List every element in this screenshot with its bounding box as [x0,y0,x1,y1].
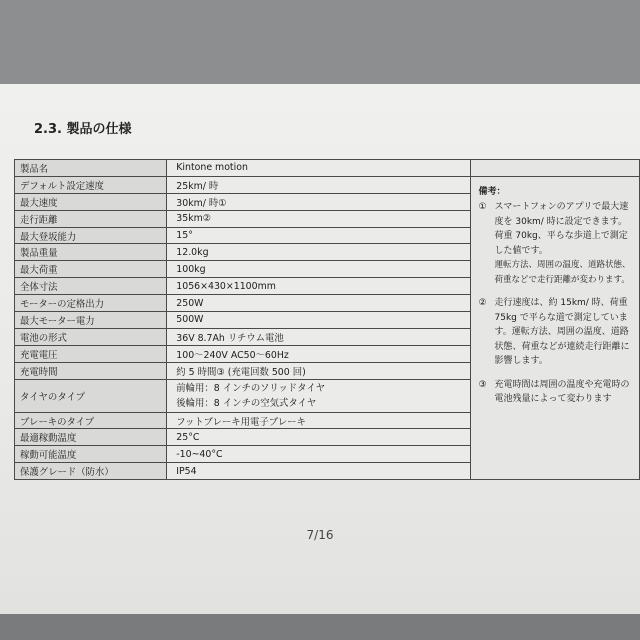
note-text-block [495,296,634,369]
spec-value-line: 前輪用：8 インチのソリッドタイヤ [176,382,326,394]
spec-label: 全体寸法 [15,278,167,295]
spec-label: 走行距離 [15,210,167,227]
note-text: 充電時間は周囲の温度や充電時の電池残量によって変わります [494,379,630,405]
spec-label: 製品重量 [15,244,167,261]
spec-table [14,159,640,480]
spec-row [15,176,640,193]
spec-label: 最大モーター電力 [15,312,167,329]
spec-value: フットブレーキ用電子ブレーキ [167,412,470,429]
spec-value: 35km② [167,210,470,227]
note-text: 走行速度は、約 15km/ 時、荷重 75kg で平らな道で測定しています。運転方法、周囲の温度、道路状態、荷重などが連続走行距離に影響します。 [494,298,630,367]
spec-label: デフォルト設定速度 [15,176,167,193]
spec-value: 36V 8.7Ah リチウム電池 [167,328,470,345]
note-number: ① [478,202,487,213]
spec-value: 25km/ 時 [167,176,470,193]
note-item [479,378,634,407]
page-edge-shadow [0,614,640,640]
spec-value: 1056×430×1100mm [167,278,470,295]
spec-value: 250W [167,295,470,312]
spec-value: Kintone motion [167,160,470,177]
spec-label: モーターの定格出力 [15,295,167,312]
notes-heading: 備考： [478,186,506,197]
note-number: ③ [478,379,487,390]
note-text-block [495,200,634,287]
spec-value-line: 後輪用：8 インチの空気式タイヤ [176,397,317,409]
spec-label: 稼動可能温度 [15,446,167,463]
spec-value [167,379,470,412]
notes-header-blank [470,160,640,177]
note-item [479,296,634,369]
spec-value: 30km/ 時① [167,193,470,210]
spec-value: 100kg [167,261,470,278]
spec-value: 500W [167,312,470,329]
spec-label: 充電時間 [15,362,167,379]
spec-label: 最適稼動温度 [15,429,167,446]
spec-row [15,160,640,177]
note-text-block [495,378,634,407]
spec-label: 充電電圧 [15,345,167,362]
spec-label: 製品名 [15,160,167,177]
spec-value: 25°C [167,429,470,446]
spec-label: ブレーキのタイプ [15,412,167,429]
spec-label: 最大登坂能力 [15,227,167,244]
spec-value: 15° [167,227,470,244]
note-text: スマートフォンのアプリで最大速度を 30km/ 時に設定できます。荷重 70kg、平らな歩道上で測定した値です。 [494,202,629,256]
note-subtext: 運転方法、周囲の温度、道路状態、荷重などで走行距離が変わります。 [494,260,631,285]
note-item [479,200,634,287]
spec-value: 100～240V AC50～60Hz [167,345,470,362]
spec-value: IP54 [167,463,470,480]
spec-label: タイヤのタイプ [15,379,167,412]
spec-label: 電池の形式 [15,328,167,345]
spec-label: 保護グレード（防水） [15,463,167,480]
section-title: 2.3. 製品の仕様 [34,122,132,137]
spec-label: 最大荷重 [15,261,167,278]
page-number: 7/16 [306,528,334,542]
spec-label: 最大速度 [15,193,167,210]
spec-value: 約 5 時間③ (充電回数 500 回) [167,362,470,379]
spec-value: -10~40°C [167,446,470,463]
spec-value: 12.0kg [167,244,470,261]
note-number: ② [478,298,487,309]
notes-cell [470,176,640,479]
